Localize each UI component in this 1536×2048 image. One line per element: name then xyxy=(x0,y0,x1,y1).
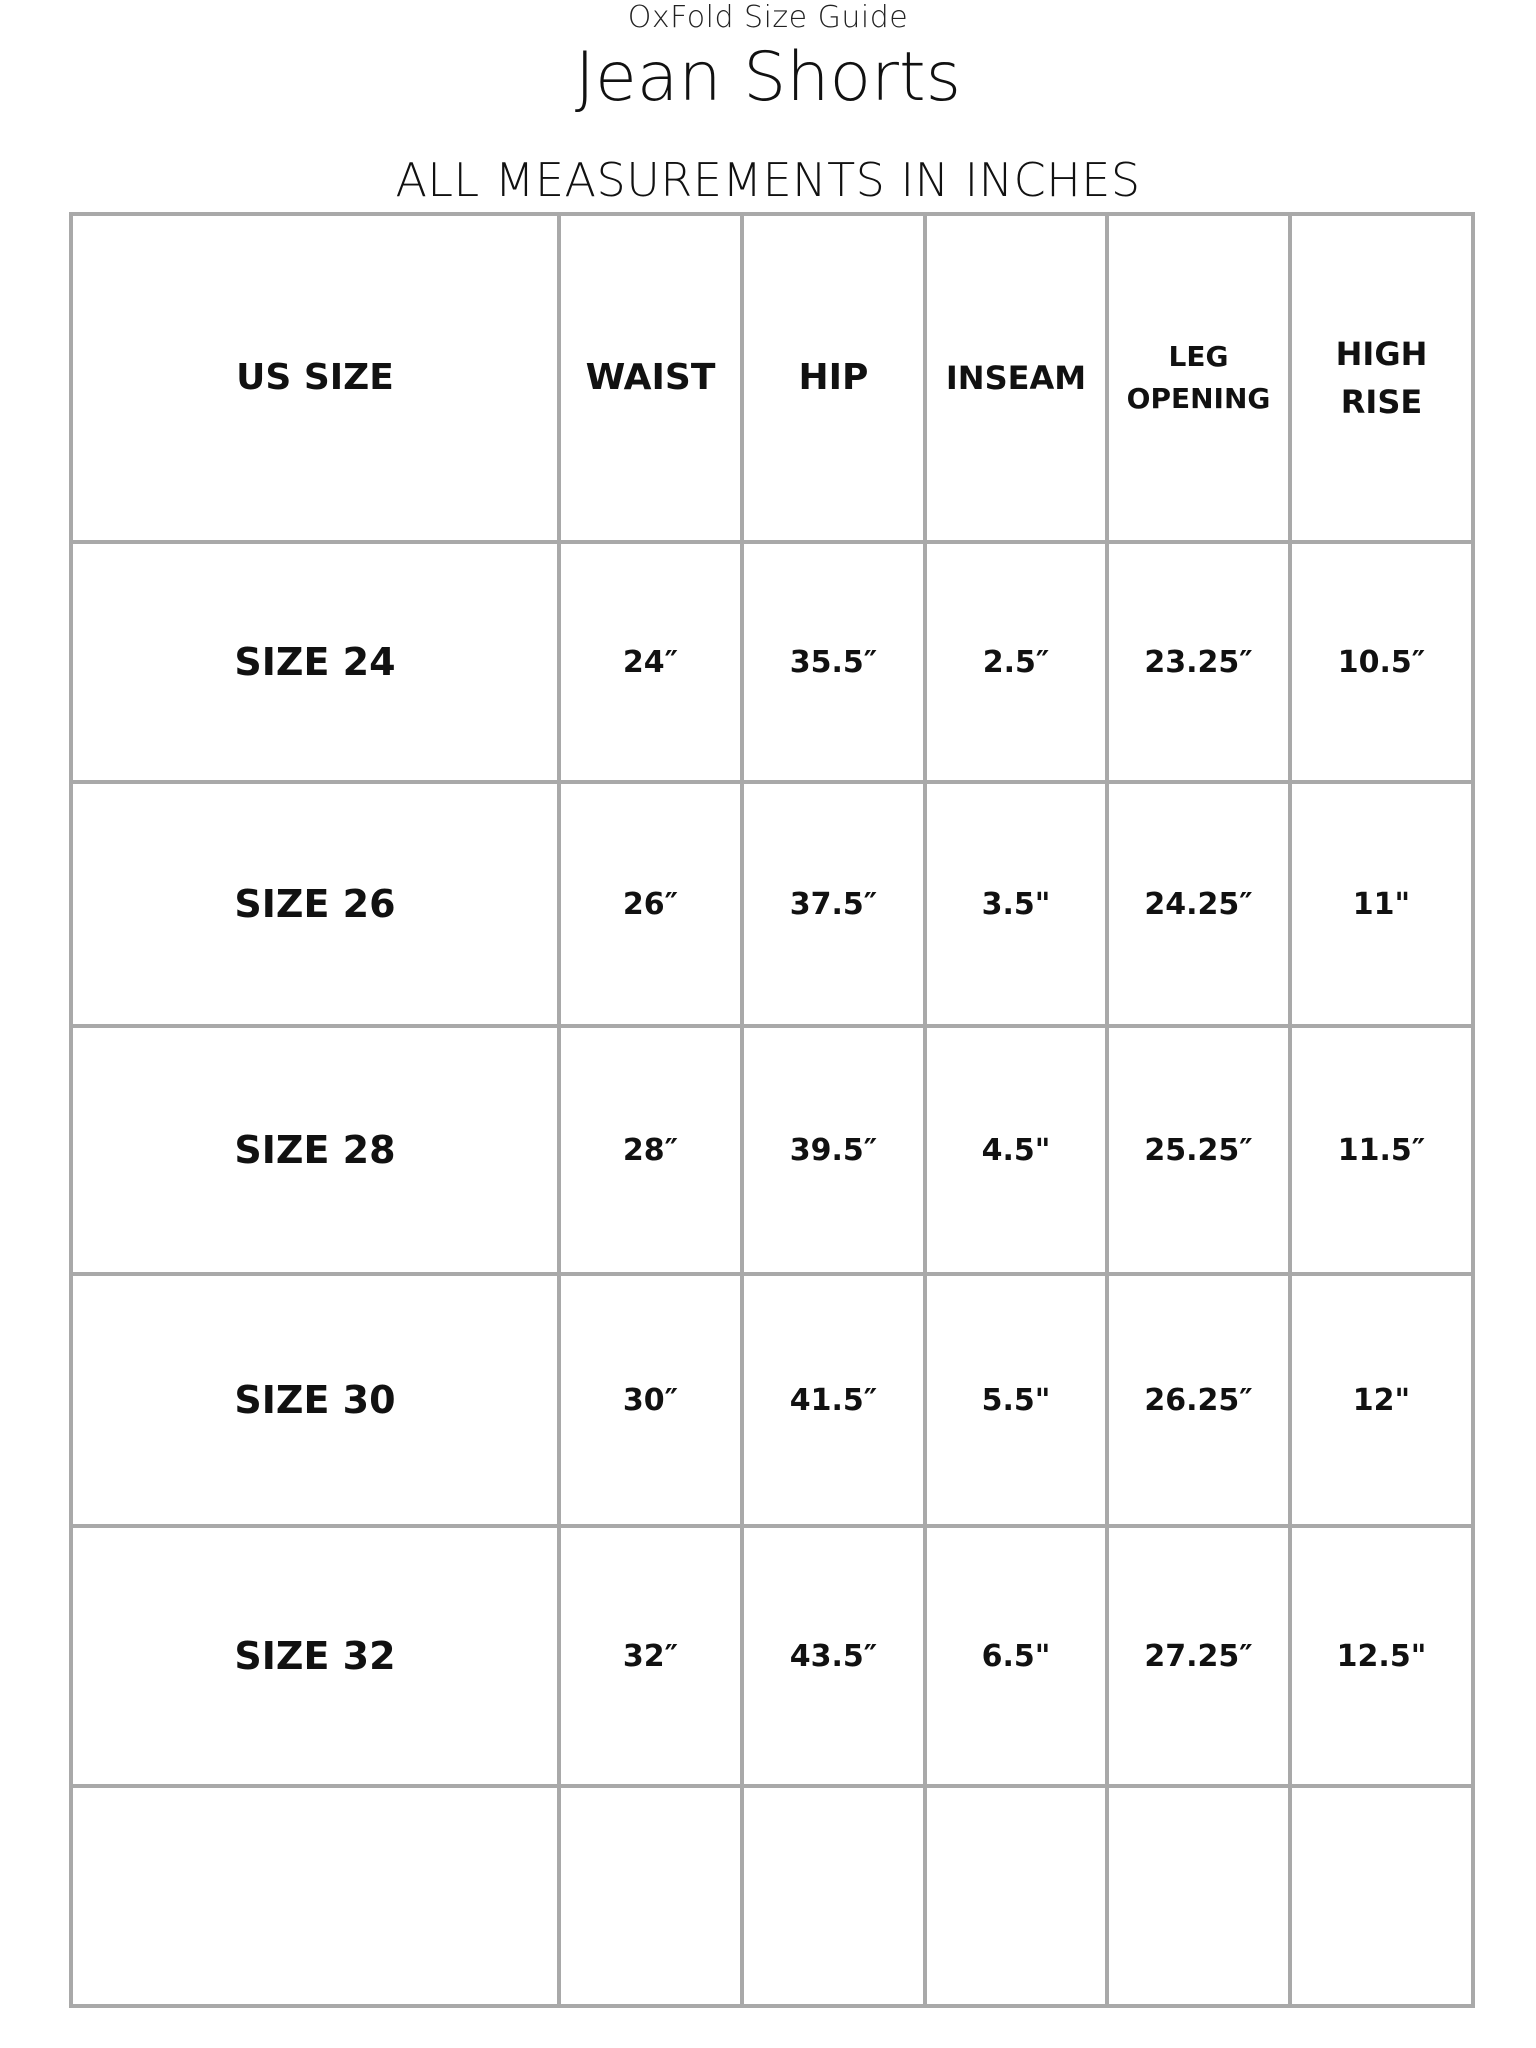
column-header-hip: HIP xyxy=(742,214,925,542)
size-cell: SIZE 30 xyxy=(71,1274,559,1526)
waist-cell: 24″ xyxy=(559,542,742,782)
measurement-unit-note: ALL MEASUREMENTS IN INCHES xyxy=(395,153,1141,207)
empty-cell xyxy=(742,1786,925,2006)
size-chart-table xyxy=(69,212,1475,2008)
hip-cell: 43.5″ xyxy=(742,1526,925,1786)
size-cell: SIZE 24 xyxy=(71,542,559,782)
column-header-high-rise-line-1: HIGH xyxy=(1335,335,1428,373)
brand-name: OxFold Size Guide xyxy=(627,0,909,35)
empty-cell xyxy=(71,1786,559,2006)
waist-cell: 32″ xyxy=(559,1526,742,1786)
column-header-leg-opening xyxy=(1107,214,1290,542)
high-rise-cell: 11.5″ xyxy=(1290,1026,1473,1274)
inseam-cell: 3.5" xyxy=(925,782,1107,1026)
page-title: Jean Shorts xyxy=(574,38,962,117)
leg-opening-cell: 24.25″ xyxy=(1107,782,1290,1026)
inseam-cell: 5.5" xyxy=(925,1274,1107,1526)
table-row xyxy=(71,542,1473,782)
column-header-inseam: INSEAM xyxy=(925,214,1107,542)
size-cell: SIZE 28 xyxy=(71,1026,559,1274)
high-rise-cell: 12" xyxy=(1290,1274,1473,1526)
table-row xyxy=(71,1274,1473,1526)
leg-opening-cell: 27.25″ xyxy=(1107,1526,1290,1786)
column-header-leg-opening-line-1: LEG xyxy=(1168,340,1229,373)
table-header-row xyxy=(71,214,1473,542)
column-header-us-size: US SIZE xyxy=(71,214,559,542)
hip-cell: 39.5″ xyxy=(742,1026,925,1274)
hip-cell: 41.5″ xyxy=(742,1274,925,1526)
table-row xyxy=(71,782,1473,1026)
empty-cell xyxy=(1290,1786,1473,2006)
size-cell: SIZE 32 xyxy=(71,1526,559,1786)
column-header-waist: WAIST xyxy=(559,214,742,542)
column-header-leg-opening-line-2: OPENING xyxy=(1126,382,1271,415)
inseam-cell: 2.5″ xyxy=(925,542,1107,782)
inseam-cell: 6.5" xyxy=(925,1526,1107,1786)
empty-cell xyxy=(925,1786,1107,2006)
waist-cell: 30″ xyxy=(559,1274,742,1526)
empty-table-row xyxy=(71,1786,1473,2006)
empty-cell xyxy=(559,1786,742,2006)
high-rise-cell: 10.5″ xyxy=(1290,542,1473,782)
leg-opening-cell: 26.25″ xyxy=(1107,1274,1290,1526)
high-rise-cell: 12.5" xyxy=(1290,1526,1473,1786)
leg-opening-cell: 23.25″ xyxy=(1107,542,1290,782)
inseam-cell: 4.5" xyxy=(925,1026,1107,1274)
table-row xyxy=(71,1526,1473,1786)
hip-cell: 35.5″ xyxy=(742,542,925,782)
hip-cell: 37.5″ xyxy=(742,782,925,1026)
high-rise-cell: 11" xyxy=(1290,782,1473,1026)
table-row xyxy=(71,1026,1473,1274)
leg-opening-cell: 25.25″ xyxy=(1107,1026,1290,1274)
column-header-high-rise-line-2: RISE xyxy=(1340,383,1423,421)
size-cell: SIZE 26 xyxy=(71,782,559,1026)
empty-cell xyxy=(1107,1786,1290,2006)
waist-cell: 28″ xyxy=(559,1026,742,1274)
waist-cell: 26″ xyxy=(559,782,742,1026)
column-header-high-rise xyxy=(1290,214,1473,542)
